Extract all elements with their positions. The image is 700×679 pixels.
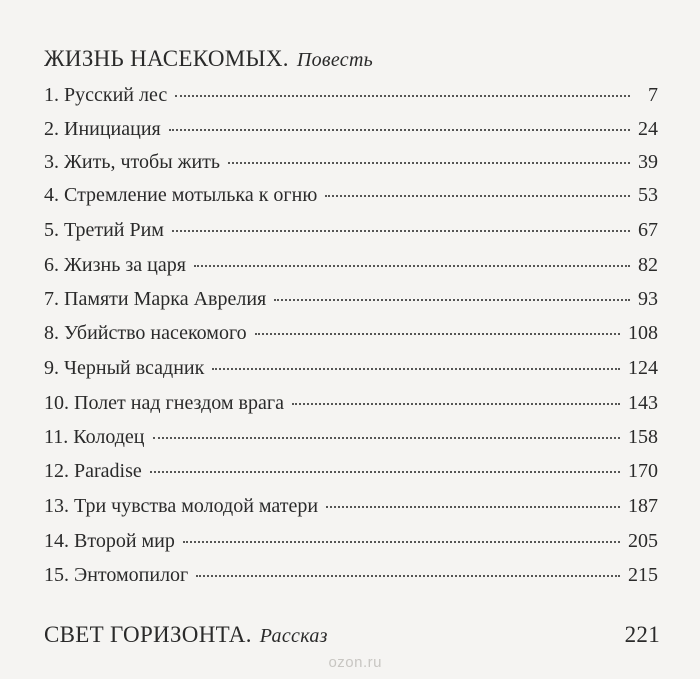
- toc-entry: [44, 254, 658, 284]
- dot-leader: [325, 195, 630, 197]
- toc-entry: [44, 219, 658, 249]
- toc-entry-page: 7: [648, 84, 658, 106]
- toc-entry-title: 2. Инициация: [44, 118, 161, 140]
- toc-entry-page: 108: [628, 322, 658, 344]
- dot-leader: [212, 368, 620, 370]
- toc-entry-title: 3. Жить, чтобы жить: [44, 151, 221, 173]
- toc-entry-page: 124: [628, 357, 658, 379]
- toc-entry-title: 11. Колодец: [44, 426, 145, 448]
- toc-entry-title: 5. Третий Рим: [44, 219, 164, 241]
- toc-entry: [44, 322, 658, 352]
- section-page-number: 221: [624, 622, 660, 647]
- section-title: СВЕТ ГОРИЗОНТА.: [44, 622, 252, 647]
- toc-entry: [44, 426, 658, 456]
- toc-entry-page: 82: [638, 254, 658, 276]
- toc-entry-page: 170: [628, 460, 658, 482]
- toc-entry-title: 12. Paradise: [44, 460, 142, 482]
- dot-leader: [292, 403, 620, 405]
- toc-entry-page: 158: [628, 426, 658, 448]
- dot-leader: [153, 437, 621, 439]
- toc-entry-page: 215: [628, 564, 658, 586]
- toc-entry-page: 143: [628, 392, 658, 414]
- toc-entry: [44, 151, 658, 181]
- toc-entry-title: 14. Второй мир: [44, 530, 175, 552]
- dot-leader: [194, 265, 630, 267]
- toc-entry-page: 24: [638, 118, 658, 140]
- section-title: ЖИЗНЬ НАСЕКОМЫХ.: [44, 46, 289, 71]
- dot-leader: [150, 471, 620, 473]
- toc-entry: [44, 564, 658, 594]
- dot-leader: [172, 230, 630, 232]
- toc-entry-title: 7. Памяти Марка Аврелия: [44, 288, 267, 310]
- toc-entry: [44, 530, 658, 560]
- toc-entry: [44, 357, 658, 387]
- toc-entry-page: 53: [638, 184, 658, 206]
- toc-entry-title: 10. Полет над гнездом врага: [44, 392, 284, 414]
- toc-entry-title: 9. Черный всадник: [44, 357, 205, 379]
- toc-entry-title: 8. Убийство насекомого: [44, 322, 247, 344]
- toc-entry-title: 15. Энтомопилог: [44, 564, 189, 586]
- dot-leader: [196, 575, 620, 577]
- dot-leader: [326, 506, 620, 508]
- toc-entry-title: 1. Русский лес: [44, 84, 168, 106]
- section-genre: Рассказ: [259, 625, 328, 647]
- toc-entry-page: 93: [638, 288, 658, 310]
- section-heading-svet-gorizonta: [44, 622, 660, 652]
- dot-leader: [228, 162, 630, 164]
- dot-leader: [183, 541, 620, 543]
- ozon-watermark: ozon.ru: [328, 654, 382, 671]
- dot-leader: [274, 299, 630, 301]
- section-genre: Повесть: [296, 49, 374, 71]
- section-heading-zhizn-nasekomykh: [44, 46, 660, 76]
- toc-entry: [44, 460, 658, 490]
- toc-entry: [44, 84, 658, 114]
- toc-entry-title: 13. Три чувства молодой матери: [44, 495, 319, 517]
- toc-entry: [44, 118, 658, 148]
- dot-leader: [255, 333, 620, 335]
- dot-leader: [169, 129, 630, 131]
- toc-entry-page: 39: [638, 151, 658, 173]
- toc-entry-page: 205: [628, 530, 658, 552]
- toc-entry-title: 6. Жизнь за царя: [44, 254, 186, 276]
- dot-leader: [175, 95, 630, 97]
- toc-entry: [44, 288, 658, 318]
- toc-entry: [44, 495, 658, 525]
- toc-entry: [44, 392, 658, 422]
- toc-entry-page: 187: [628, 495, 658, 517]
- toc-entry-title: 4. Стремление мотылька к огню: [44, 184, 318, 206]
- toc-entry-page: 67: [638, 219, 658, 241]
- toc-entry: [44, 184, 658, 214]
